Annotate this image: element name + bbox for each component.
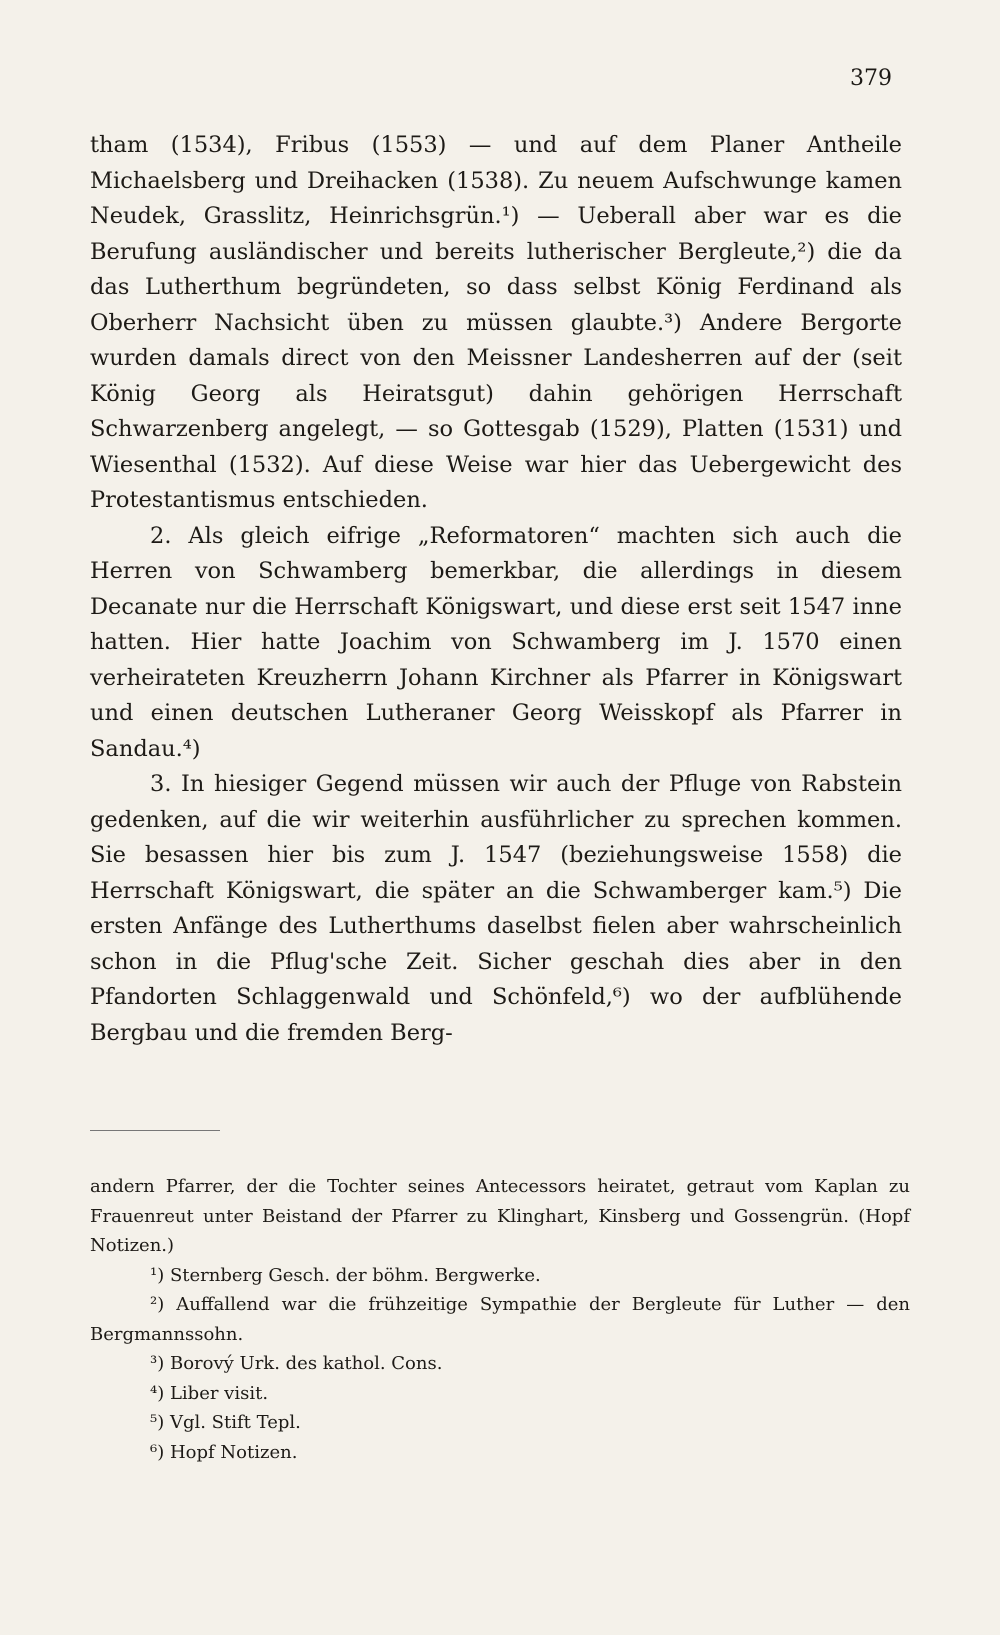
paragraph-2: 2. Als gleich eifrige „Reformatoren“ machten sich auch die Herren von Schwamberg bemerkbar, die allerdings in diesem Decanate nur die Herrschaft Königswart, und diese erst seit 1547 inne hatten. Hier hatte Joachim von Schwamberg im J. 1570 einen verheirateten Kreuzherrn Johann Kirchner als Pfarrer in Königswart und einen deutschen Lutheraner Georg Weisskopf als Pfarrer in Sandau.⁴) (90, 522, 902, 762)
paragraph-1: tham (1534), Fribus (1553) — und auf dem Planer Antheile Michaelsberg und Dreihacken (1538). Zu neuem Aufschwunge kamen Neudek, Grasslitz, Heinrichsgrün.¹) — Ueberall aber war es die Berufung ausländischer und bereits lutherischer Bergleute,²) die da das Lutherthum begründeten, so dass selbst König Ferdinand als Oberherr Nachsicht üben zu müssen glaubte.³) Andere Bergorte wurden damals direct von den Meissner Landesherren auf der (seit König Georg als Heiratsgut) dahin gehörigen Herrschaft Schwarzenberg angelegt, — so Gottesgab (1529), Platten (1531) und Wiesenthal (1532). Auf diese Weise war hier das Uebergewicht des Protestantismus entschieden. (90, 132, 902, 513)
main-text (90, 128, 902, 1051)
footnote-3: ³) Borový Urk. des kathol. Cons. (150, 1353, 443, 1374)
footnote-6: ⁶) Hopf Notizen. (150, 1441, 298, 1463)
footnote-4: ⁴) Liber visit. (150, 1382, 269, 1404)
footnote-2: ²) Auffallend war die frühzeitige Sympathie der Bergleute für Luther — den Bergmannssohn. (90, 1294, 910, 1345)
footnote-continuation: andern Pfarrer, der die Tochter seines Antecessors heiratet, getraut vom Kaplan zu Frauenreut unter Beistand der Pfarrer zu Klinghart, Kinsberg und Gossengrün. (Hopf Notizen.) (90, 1176, 910, 1256)
paragraph-3: 3. In hiesiger Gegend müssen wir auch der Pfluge von Rabstein gedenken, auf die wir weiterhin ausführlicher zu sprechen kommen. Sie besassen hier bis zum J. 1547 (beziehungsweise 1558) die Herrschaft Königswart, die später an die Schwamberger kam.⁵) Die ersten Anfänge des Lutherthums daselbst fielen aber wahrscheinlich schon in die Pflug'sche Zeit. Sicher geschah dies aber in den Pfandorten Schlaggenwald und Schönfeld,⁶) wo der aufblühende Bergbau und die fremden Berg- (90, 771, 902, 1046)
footnote-5: ⁵) Vgl. Stift Tepl. (150, 1412, 301, 1433)
page-number: 379 (850, 66, 892, 91)
footnotes (90, 1172, 910, 1467)
footnote-divider (90, 1130, 220, 1131)
footnote-1: ¹) Sternberg Gesch. der böhm. Bergwerke. (150, 1264, 541, 1286)
